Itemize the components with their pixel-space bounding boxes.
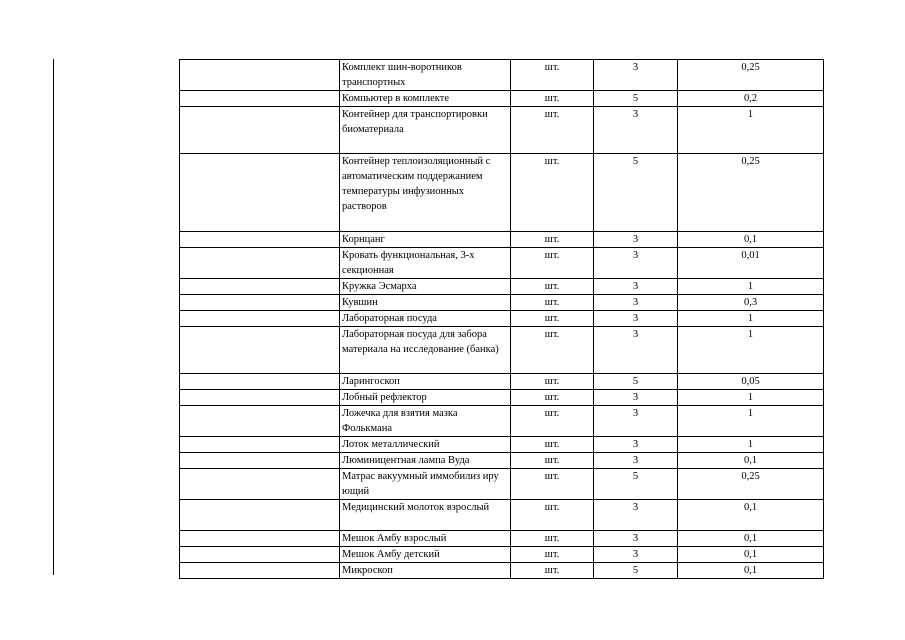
equipment-table [179,59,824,579]
item-name-cell: Лабораторная посуда для забора материала на исследование (банка) [340,327,511,374]
empty-cell [180,154,340,232]
quantity-cell: 5 [594,374,678,390]
empty-cell [180,453,340,469]
empty-cell [180,531,340,547]
table-row [180,390,824,406]
empty-cell [180,327,340,374]
quantity-cell: 3 [594,500,678,531]
item-name-cell: Кружка Эсмарха [340,279,511,295]
empty-cell [180,390,340,406]
value-cell: 0,25 [678,154,824,232]
quantity-cell: 3 [594,390,678,406]
quantity-cell: 3 [594,279,678,295]
unit-cell: шт. [511,295,594,311]
item-name-cell: Ларингоскоп [340,374,511,390]
value-cell: 0,1 [678,500,824,531]
table-row [180,91,824,107]
empty-cell [180,500,340,531]
table-row [180,279,824,295]
item-name-cell: Контейнер теплоизоляционный с автоматическим поддержанием температуры инфузионных растворов [340,154,511,232]
empty-cell [180,563,340,579]
unit-cell: шт. [511,60,594,91]
value-cell: 0,1 [678,531,824,547]
empty-cell [180,295,340,311]
equipment-table-body [180,60,824,579]
unit-cell: шт. [511,469,594,500]
quantity-cell: 3 [594,547,678,563]
item-name-cell: Комплект шин-воротников транспортных [340,60,511,91]
empty-cell [180,311,340,327]
unit-cell: шт. [511,311,594,327]
value-cell: 1 [678,406,824,437]
table-row [180,232,824,248]
value-cell: 1 [678,390,824,406]
quantity-cell: 3 [594,311,678,327]
empty-cell [180,248,340,279]
value-cell: 0,1 [678,232,824,248]
empty-cell [180,279,340,295]
quantity-cell: 3 [594,437,678,453]
value-cell: 0,25 [678,60,824,91]
table-row [180,60,824,91]
empty-cell [180,91,340,107]
table-row [180,248,824,279]
unit-cell: шт. [511,232,594,248]
empty-cell [180,374,340,390]
unit-cell: шт. [511,107,594,154]
item-name-cell: Лобный рефлектор [340,390,511,406]
quantity-cell: 3 [594,60,678,91]
value-cell: 1 [678,311,824,327]
quantity-cell: 3 [594,453,678,469]
quantity-cell: 5 [594,469,678,500]
table-row [180,311,824,327]
value-cell: 0,01 [678,248,824,279]
value-cell: 1 [678,279,824,295]
value-cell: 0,2 [678,91,824,107]
item-name-cell: Люминицентная лампа Вуда [340,453,511,469]
value-cell: 0,3 [678,295,824,311]
empty-cell [180,406,340,437]
table-row [180,154,824,232]
table-row [180,547,824,563]
value-cell: 0,25 [678,469,824,500]
item-name-cell: Лабораторная посуда [340,311,511,327]
value-cell: 0,1 [678,547,824,563]
empty-cell [180,547,340,563]
item-name-cell: Кровать функциональная, 3-х секционная [340,248,511,279]
quantity-cell: 3 [594,248,678,279]
item-name-cell: Корнцанг [340,232,511,248]
quantity-cell: 3 [594,406,678,437]
quantity-cell: 3 [594,107,678,154]
value-cell: 1 [678,437,824,453]
item-name-cell: Лоток металлический [340,437,511,453]
item-name-cell: Микроскоп [340,563,511,579]
unit-cell: шт. [511,563,594,579]
quantity-cell: 3 [594,295,678,311]
unit-cell: шт. [511,91,594,107]
item-name-cell: Медицинский молоток взрослый [340,500,511,531]
empty-cell [180,469,340,500]
unit-cell: шт. [511,390,594,406]
unit-cell: шт. [511,547,594,563]
table-row [180,563,824,579]
table-row [180,406,824,437]
table-row [180,531,824,547]
empty-cell [180,232,340,248]
table-row [180,107,824,154]
value-cell: 0,1 [678,563,824,579]
empty-cell [180,107,340,154]
quantity-cell: 5 [594,154,678,232]
table-row [180,500,824,531]
table-row [180,374,824,390]
table-row [180,295,824,311]
quantity-cell: 5 [594,563,678,579]
unit-cell: шт. [511,248,594,279]
table-row [180,469,824,500]
table-row [180,327,824,374]
unit-cell: шт. [511,453,594,469]
quantity-cell: 3 [594,531,678,547]
item-name-cell: Контейнер для транспортировки биоматериала [340,107,511,154]
unit-cell: шт. [511,437,594,453]
empty-cell [180,60,340,91]
item-name-cell: Компьютер в комплекте [340,91,511,107]
unit-cell: шт. [511,279,594,295]
empty-cell [180,437,340,453]
quantity-cell: 3 [594,327,678,374]
value-cell: 0,1 [678,453,824,469]
value-cell: 0,05 [678,374,824,390]
table-row [180,453,824,469]
quantity-cell: 5 [594,91,678,107]
unit-cell: шт. [511,406,594,437]
item-name-cell: Кувшин [340,295,511,311]
item-name-cell: Мешок Амбу детский [340,547,511,563]
unit-cell: шт. [511,500,594,531]
unit-cell: шт. [511,531,594,547]
page-margin-line [53,59,54,575]
value-cell: 1 [678,107,824,154]
quantity-cell: 3 [594,232,678,248]
item-name-cell: Мешок Амбу взрослый [340,531,511,547]
unit-cell: шт. [511,374,594,390]
item-name-cell: Матрас вакуумный иммобилиз иру ющий [340,469,511,500]
unit-cell: шт. [511,154,594,232]
item-name-cell: Ложечка для взятия мазка Фолькмана [340,406,511,437]
unit-cell: шт. [511,327,594,374]
table-row [180,437,824,453]
value-cell: 1 [678,327,824,374]
